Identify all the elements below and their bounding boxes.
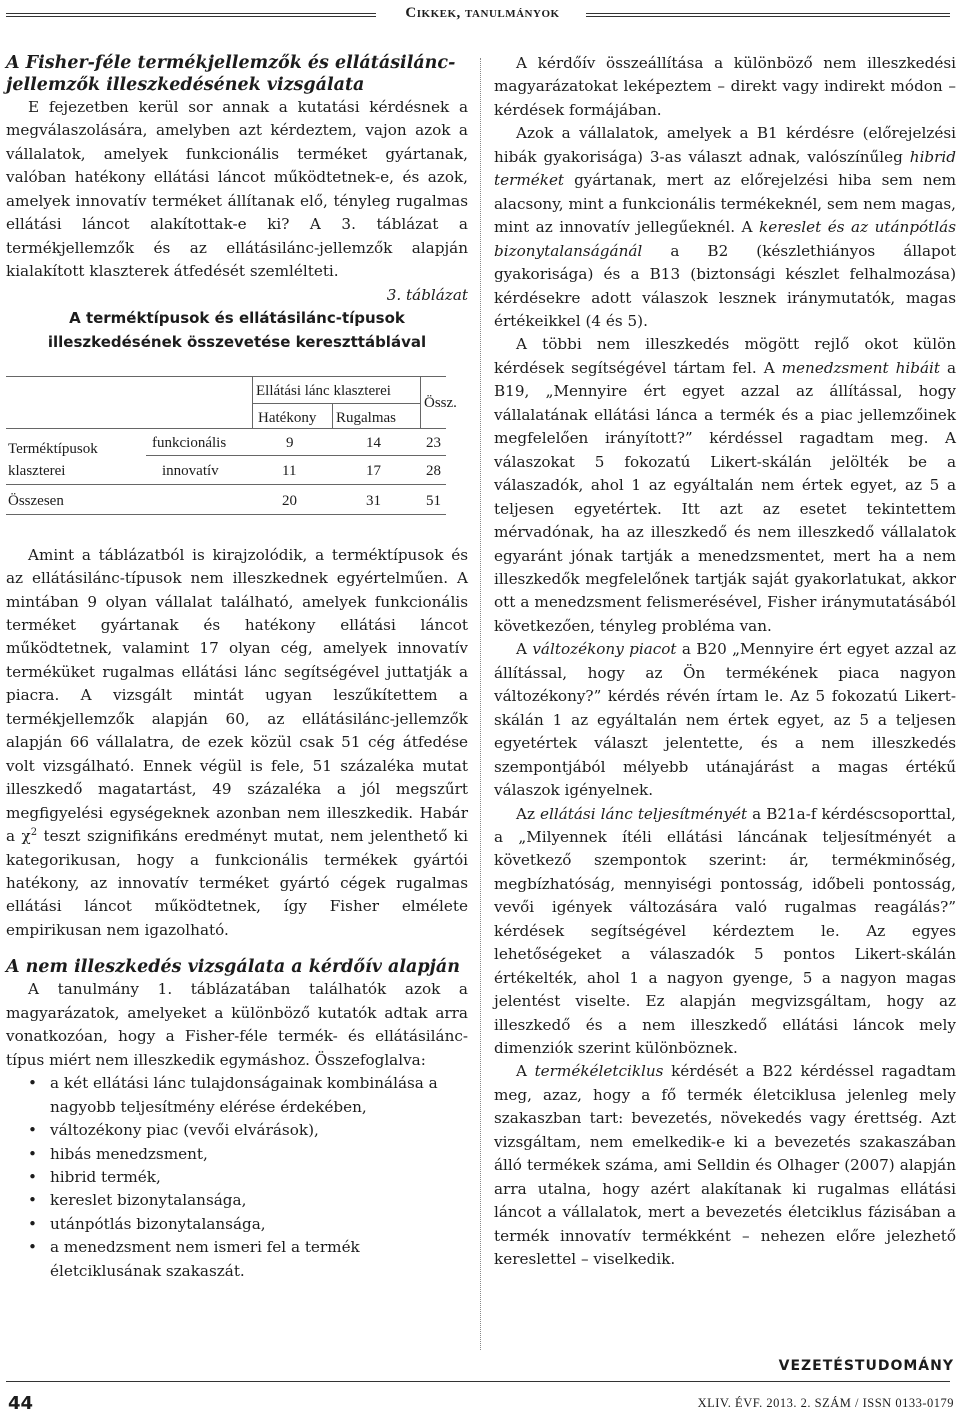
hybrid-text-a: Azok a vállalatok, amelyek a B1 kérdésre (előrejelzési hibák gyakorisága) 3-as választ adnak, valószínűleg — [494, 124, 956, 166]
paragraph-market — [494, 638, 956, 802]
table-vline-3 — [420, 376, 421, 428]
lifecycle-text-a: A — [516, 1062, 535, 1081]
paragraph-management — [494, 333, 956, 638]
table-bottom-rule — [6, 514, 446, 515]
table-vline-2 — [332, 403, 333, 428]
journal-issue: XLIV. ÉVF. 2013. 2. SZÁM / ISSN 0133-0179 — [697, 1396, 954, 1410]
lifecycle-text-b: kérdését a B22 kérdéssel ragadtam meg, azaz, hogy a fő termék életciklusa jelenleg mely szakaszban tart: bevezetés, növekedés vagy érettség. Azt vizsgáltam, nem emelkedik-e ki a bevezetés szakaszában álló termékek száma, ami Selldin és Olhager (2007) alapján arra utalna, hogy azért alakítanak ki rugalmas ellátási láncot a vállalatok, mert a bevezetés életciklus fázisában a termék innovatív termékként – nehezen előre jelezhető kereslettel – viselkedik. — [494, 1062, 957, 1269]
table-number: 3. táblázat — [386, 285, 468, 304]
analysis-text-b: teszt szignifikáns eredményt mutat, nem jelenthető ki kategorikusan, hogy a funkcionális termékek gyártói hatékony, az innovatív terméket gyártó cégek rugalmas ellátási láncot működtetnek, így Fisher elmélete empirikusan nem igazolható. — [6, 827, 468, 939]
table-row-rule — [146, 455, 446, 456]
section-title-fisher: A Fisher-féle termékjellemzők és ellátásilánc-jellemzők illeszkedésének vizsgálata — [6, 53, 456, 95]
chi-square-superscript: 2 — [30, 827, 38, 838]
header-rule-left — [6, 13, 376, 17]
right-column — [494, 52, 956, 1272]
hybrid-text-c: a B2 (készlethiányos állapot gyakorisága) és a B13 (biztonsági készlet felhalmozása) kérdésekre adott válaszok lesznek iránymutatók, magas értékeikkel (4 és 5). — [494, 241, 956, 330]
table-row-label: innovatív — [162, 462, 219, 479]
table-subheader-rule — [252, 403, 420, 404]
table-cell: 23 — [426, 434, 441, 451]
lifecycle-emphasis: termékéletciklus — [534, 1062, 664, 1081]
paragraph-questionnaire: A kérdőív összeállítása a különböző nem illeszkedési magyarázatokat leképeztem – direkt vagy indirekt módon – kérdések formájában. — [494, 54, 956, 119]
uncertainty-emphasis: kereslet és az utánpótlás bizonytalanságánál — [494, 218, 956, 260]
management-text-b: a B19, „Mennyire ért egyet azzal az állítással, hogy vállalatának ellátási lánca a termék és a piac jellemzőinek megfelelően irányított?” kérdéssel ragadtam meg. A válaszokat 5 fokozatú Likert-skálán jelölték be a válaszadók, ahol 1 az egyáltalán nem értek egyet, az 5 a teljesen egyetértek. Itt azt az esetet tekintettem mérvadónak, ha az illeszkedő és nem illeszkedő vállalatok egyaránt jónak tartják a menedzsmentet, mert ha a nem illeszkedők megfelelőnek tartják saját gyakorlatukat, akkor ott a menedzsment felismerésével, Fisher iránymutatásából következően, tényleg probléma van. — [494, 358, 957, 635]
management-text-a: A többi nem illeszkedés mögött rejlő okot külön kérdések segítségével tártam fel. A — [494, 335, 956, 377]
table-total-cell: 20 — [282, 492, 297, 509]
list-item: • változékony piac (vevői elvárások), — [6, 1119, 468, 1142]
column-separator — [480, 58, 481, 1350]
table-cell: 17 — [366, 462, 381, 479]
table-total-cell: 51 — [426, 492, 441, 509]
list-item: • a menedzsment nem ismeri fel a termék életciklusának szakaszát. — [6, 1236, 468, 1283]
performance-text-b: a B21a-f kérdéscsoporttal, a „Milyennek ítéli ellátási láncának teljesítményét a következő szempontok szerint: ár, termékminőség, megbízhatóság, mennyiségi pontosság, időbeli pontosság, vevői igények változására való rugalmas reagálás?” kérdések segítségével kérdeztem le. Az egyes lehetőségeket a válaszadók 5 pontos Likert-skálán értékelték, ahol 1 a nagyon gyenge, 5 a nagyon magas jelentést viselte. Ez alapján megvizsgáltam, hogy az illeszkedő és a nem illeszkedő ellátási láncok mely dimenziók szerint különböznek. — [494, 804, 956, 1058]
performance-emphasis: ellátási lánc teljesítményét — [540, 804, 748, 823]
footer-rule — [6, 1381, 950, 1382]
table-col-group-header: Ellátási lánc klaszterei — [256, 382, 391, 399]
hybrid-text-b: gyártanak, mert az előrejelzési hiba sem nem alacsony, mint a funkcionális termékeknél, sem nem magas, mint az innovatív jellegűeknél. A — [494, 171, 956, 237]
paragraph-hybrid — [494, 122, 956, 333]
table-cell: 11 — [282, 462, 297, 479]
paragraph-performance — [494, 803, 956, 1061]
market-emphasis: változékony piacot — [532, 640, 677, 659]
analysis-text-a: Amint a táblázatból is kirajzolódik, a terméktípusok és az ellátásilánc-típusok nem illeszkednek egyértelműen. A mintában 9 olyan vállalat található, amelyek funkcionális terméket gyártanak és hatékony ellátási láncot működtetnek, valamint 17 olyan cég, amelyek innovatív terméküket rugalmas ellátási lánc segítségével juttatják a piacra. A vizsgált mintát ugyan leszűkítettem a termékjellemzők alapján 60, az ellátásilánc-jellemzők alapján 66 vállalatra, de ezek közül csak 51 cég átfedése volt vizsgálható. Ennek végül is fele, 51 százaléka mutat illeszkedő magatartást, 49 százaléka a jól megszűrt megfigyelési egységeknek azonban nem illeszkedik. Habár a χ — [6, 545, 468, 846]
left-column — [6, 52, 468, 1283]
table-cell: 14 — [366, 434, 381, 451]
paragraph-lifecycle — [494, 1060, 956, 1271]
table-row-label: funkcionális — [152, 434, 227, 451]
page-number: 44 — [8, 1393, 34, 1414]
list-item: • kereslet bizonytalansága, — [6, 1189, 468, 1212]
section-header-title: Cikkek, tanulmányok — [405, 5, 560, 21]
list-item: • hibás menedzsment, — [6, 1143, 468, 1166]
performance-text-a: Az — [516, 804, 540, 823]
hybrid-emphasis: hibrid terméket — [494, 147, 956, 190]
table-top-rule — [6, 376, 446, 377]
list-item: • hibrid termék, — [6, 1166, 468, 1189]
table-vline-1 — [252, 376, 253, 428]
list-item: • utánpótlás bizonytalansága, — [6, 1213, 468, 1236]
paragraph-intro: E fejezetben kerül sor annak a kutatási kérdésnek a megválaszolására, amelyben azt kérdeztem, vajon azok a vállalatok, amelyek funkcionális terméket gyártanak, valóban hatékony ellátási láncot működtetnek-e, és azok, amelyek innovatív terméket állítanak elő, tényleg rugalmas ellátási láncot alakítottak-e ki? A 3. táblázat a termékjellemzők és az ellátásilánc-jellemzők alapján kialakított klaszterek átfedését szemlélteti. — [6, 98, 468, 281]
table-total-cell: 31 — [366, 492, 381, 509]
explanation-list — [6, 1072, 468, 1283]
table-row-group-label-2: klaszterei — [8, 462, 66, 479]
table-col-ossz: Össz. — [424, 394, 457, 411]
table-col-rugalmas: Rugalmas — [336, 409, 396, 426]
table-caption: A terméktípusok és ellátásilánc-típusok illeszkedésének összevetése kereszttáblával — [47, 308, 427, 351]
table-col-hatekony: Hatékony — [258, 409, 317, 426]
table-total-label: Összesen — [8, 492, 64, 509]
table-cell: 9 — [286, 434, 294, 451]
table-group-rule — [6, 484, 446, 485]
table-header-rule — [6, 428, 446, 429]
list-item: • a két ellátási lánc tulajdonságainak kombinálása a nagyobb teljesítmény elérése érdekében, — [6, 1072, 468, 1119]
market-text-a: A — [516, 640, 533, 659]
table-row-group-label-1: Terméktípusok — [8, 440, 98, 457]
table-cell: 28 — [426, 462, 441, 479]
running-header — [0, 3, 960, 23]
crosstab-table — [6, 376, 457, 524]
journal-name: VEZETÉSTUDOMÁNY — [778, 1358, 954, 1374]
section-title-questionnaire: A nem illeszkedés vizsgálata a kérdőív alapján — [6, 957, 460, 978]
paragraph-explanations: A tanulmány 1. táblázatában találhatók azok a magyarázatok, amelyeket a különböző kutatók adtak arra vonatkozóan, hogy a Fisher-féle termék- és ellátásilánc-típus miért nem illeszkedik egymáshoz. Összefoglalva: — [6, 980, 468, 1069]
paragraph-analysis — [6, 544, 468, 943]
market-text-b: a B20 „Mennyire ért egyet azzal az állítással, hogy az Ön termékének piaca nagyon változékony?” kérdés révén írtam le. Az 5 fokozatú Likert-skálán 1 az egyáltalán nem értek egyet, az 5 a teljesen egyetértek választ jelentette, és a nem illeszkedés szempontjából mélyebb utánajárást a magas értékű válaszok igényelnek. — [494, 640, 957, 800]
header-rule-right — [586, 13, 950, 17]
management-emphasis: menedzsment hibáit — [781, 358, 940, 377]
